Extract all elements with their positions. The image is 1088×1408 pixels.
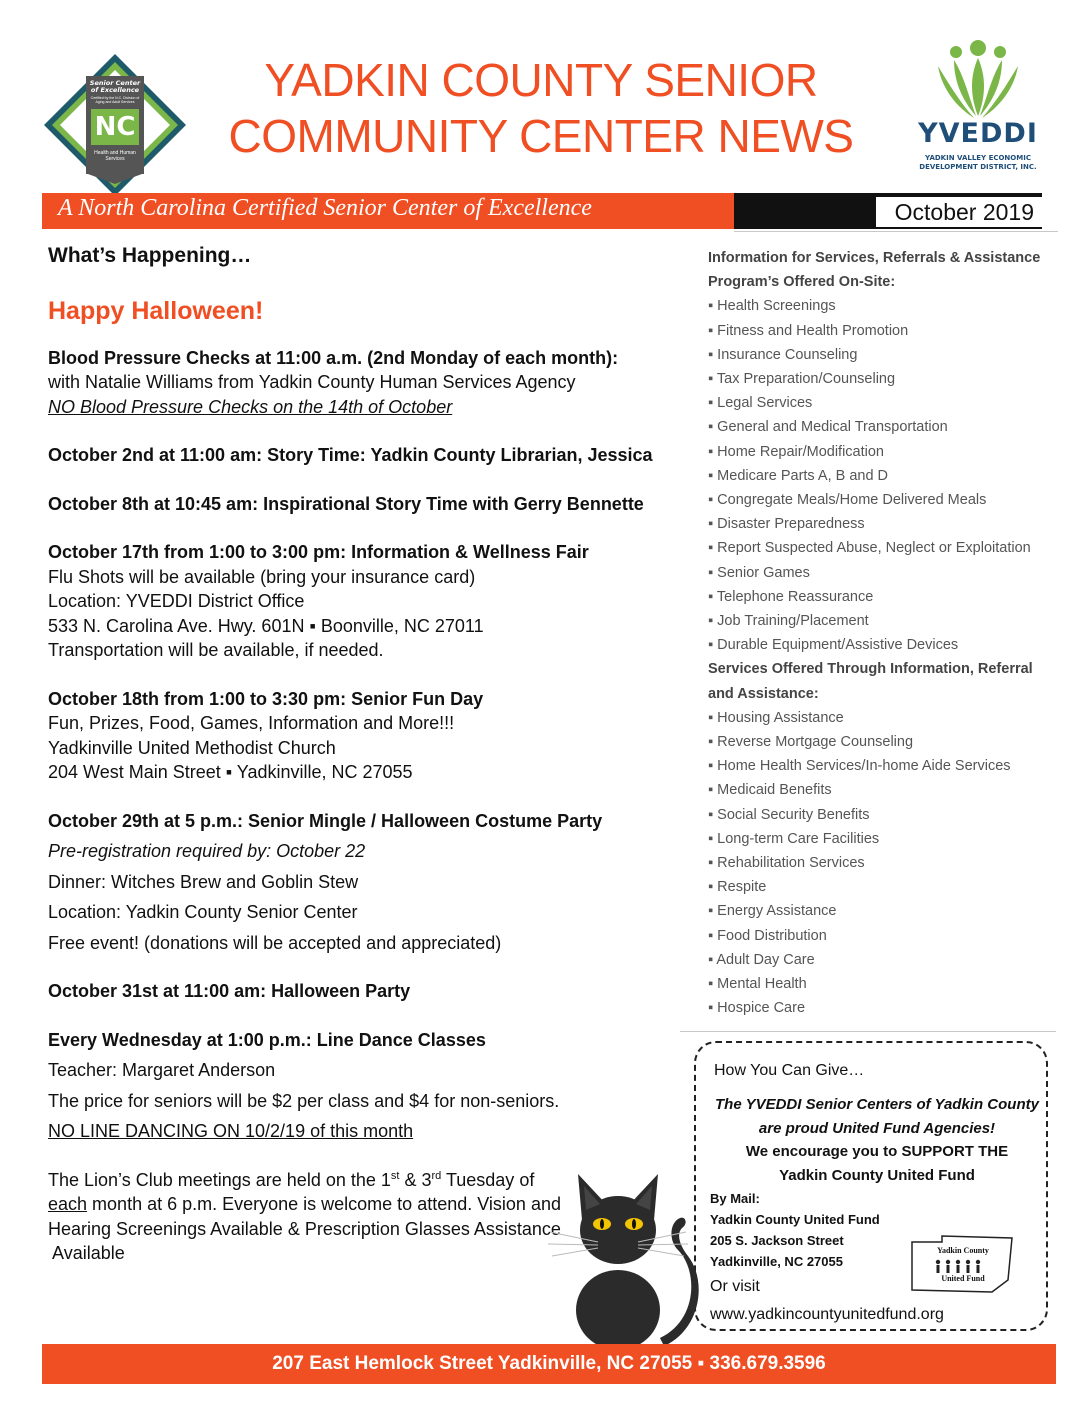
onsite-items [708, 294, 1048, 657]
event-oct17-line: Flu Shots will be available (bring your insurance card) [48, 566, 476, 587]
whats-happening-heading: What’s Happening… [48, 244, 252, 267]
service-item: ▪ Report Suspected Abuse, Neglect or Exploitation [708, 536, 1048, 560]
event-oct18-title: October 18th from 1:00 to 3:30 pm: Senior Fun Day [48, 688, 484, 709]
united-fund-logo [908, 1232, 1014, 1296]
lions-text: The Lion’s Club meetings are held on the 1 [48, 1169, 391, 1190]
referral-heading: Services Offered Through Information, Referral [708, 661, 1033, 678]
bp-detail: with Natalie Williams from Yadkin County Human Services Agency [48, 372, 576, 392]
line-dance-line: Teacher: Margaret Anderson [48, 1060, 276, 1080]
fund-logo-line1: Yadkin County [937, 1246, 989, 1255]
fund-logo-line2: United Fund [941, 1274, 985, 1283]
badge-initials: NC [94, 112, 136, 142]
event-oct29-title: October 29th at 5 p.m.: Senior Mingle / Halloween Costume Party [48, 810, 603, 831]
event-oct29-line: Dinner: Witches Brew and Goblin Stew [48, 871, 359, 892]
line-dance-notice: NO LINE DANCING ON 10/2/19 of this month [48, 1121, 414, 1141]
referral-items [708, 706, 1048, 1021]
lions-text: month at 6 p.m. Everyone is welcome to attend. Vision and [87, 1194, 561, 1214]
footer-address: 207 East Hemlock Street Yadkinville, NC 27055 ▪ 336.679.3596 [272, 1353, 826, 1374]
banner-tagline: A North Carolina Certified Senior Center of Excellence [58, 195, 592, 221]
black-cat-illustration [548, 1170, 708, 1350]
give-mail [710, 1188, 880, 1272]
service-item: ▪ Home Repair/Modification [708, 440, 1048, 464]
line-dance-title: Every Wednesday at 1:00 p.m.: Line Dance Classes [48, 1029, 486, 1050]
service-item: ▪ Telephone Reassurance [708, 585, 1048, 609]
lions-text: & 3 [399, 1169, 432, 1190]
page-title [196, 52, 886, 164]
service-item: ▪ Social Security Benefits [708, 803, 1048, 827]
service-item: ▪ Medicaid Benefits [708, 778, 1048, 802]
service-item: ▪ Adult Day Care [708, 948, 1048, 972]
event-oct31: October 31st at 11:00 am: Halloween Party [48, 981, 411, 1001]
lions-club-line4: Available [48, 1243, 125, 1263]
service-item: ▪ Health Screenings [708, 294, 1048, 318]
event-oct18-line: 204 West Main Street ▪ Yadkinville, NC 27055 [48, 762, 413, 782]
senior-center-excellence-badge [42, 52, 188, 198]
service-item: ▪ Hospice Care [708, 996, 1048, 1020]
give-title: How You Can Give… [714, 1062, 865, 1079]
give-encourage [700, 1140, 1054, 1188]
bp-notice: NO Blood Pressure Checks on the 14th of October [48, 396, 453, 417]
event-oct17-line: Transportation will be available, if needed. [48, 640, 384, 660]
bp-title: Blood Pressure Checks at 11:00 a.m. (2nd Monday of each month): [48, 347, 619, 368]
service-item: ▪ Medicare Parts A, B and D [708, 464, 1048, 488]
logo-subtitle: YADKIN VALLEY ECONOMIC DEVELOPMENT DISTRICT, INC. [919, 154, 1037, 171]
lions-text: Tuesday of [441, 1169, 535, 1190]
service-item: ▪ Congregate Meals/Home Delivered Meals [708, 488, 1048, 512]
badge-line1: Senior Center [89, 79, 141, 87]
line-dance-line: The price for seniors will be $2 per class and $4 for non-seniors. [48, 1090, 560, 1111]
service-item: ▪ Disaster Preparedness [708, 512, 1048, 536]
service-item: ▪ Insurance Counseling [708, 343, 1048, 367]
services-list [708, 246, 1048, 1021]
title-line-2: COMMUNITY CENTER NEWS [228, 110, 854, 162]
give-proud [700, 1093, 1054, 1141]
give-proud-line: are proud United Fund Agencies! [758, 1120, 996, 1137]
mail-label: By Mail: [710, 1191, 760, 1206]
event-oct17-line: 533 N. Carolina Ave. Hwy. 601N ▪ Boonville, NC 27011 [48, 615, 484, 636]
mail-line: Yadkinville, NC 27055 [710, 1254, 843, 1269]
event-oct29-line: Pre-registration required by: October 22 [48, 841, 366, 861]
service-item: ▪ General and Medical Transportation [708, 415, 1048, 439]
service-item: ▪ Tax Preparation/Counseling [708, 367, 1048, 391]
lions-text: each [48, 1194, 88, 1214]
service-item: ▪ Legal Services [708, 391, 1048, 415]
title-line-1: YADKIN COUNTY SENIOR [264, 54, 818, 106]
referral-heading-cont: and Assistance: [708, 685, 819, 702]
banner-rule [734, 231, 1058, 232]
issue-date: October 2019 [894, 199, 1034, 225]
service-item: ▪ Home Health Services/In-home Aide Services [708, 754, 1048, 778]
badge-certified: Certified by the N.C. Division of Aging and Adult Services [90, 96, 140, 104]
service-item: ▪ Fitness and Health Promotion [708, 319, 1048, 343]
lions-sup: rd [431, 1169, 442, 1182]
service-item: ▪ Respite [708, 875, 1048, 899]
badge-dept: Health and Human Services [94, 150, 136, 162]
event-oct17-line: Location: YVEDDI District Office [48, 591, 305, 611]
give-encourage-line: Yadkin County United Fund [779, 1167, 975, 1184]
give-proud-line: The YVEDDI Senior Centers of Yadkin County [715, 1096, 1039, 1113]
service-item: ▪ Long-term Care Facilities [708, 827, 1048, 851]
give-encourage-line: We encourage you to SUPPORT THE [745, 1143, 1009, 1160]
service-item: ▪ Energy Assistance [708, 899, 1048, 923]
event-oct29-line: Free event! (donations will be accepted and appreciated) [48, 932, 502, 953]
mail-line: 205 S. Jackson Street [710, 1233, 844, 1248]
onsite-heading: Program’s Offered On-Site: [708, 274, 896, 291]
event-oct8: October 8th at 10:45 am: Inspirational Story Time with Gerry Bennette [48, 493, 644, 514]
mail-line: Yadkin County United Fund [710, 1212, 880, 1227]
service-item: ▪ Durable Equipment/Assistive Devices [708, 633, 1048, 657]
lions-club-line3: Hearing Screenings Available & Prescription Glasses Assistance [48, 1218, 561, 1239]
event-oct29-line: Location: Yadkin County Senior Center [48, 902, 358, 922]
event-oct2: October 2nd at 11:00 am: Story Time: Yadkin County Librarian, Jessica [48, 445, 653, 465]
service-item: ▪ Food Distribution [708, 924, 1048, 948]
service-item: ▪ Housing Assistance [708, 706, 1048, 730]
lions-sup: st [390, 1169, 400, 1182]
events-column [48, 244, 668, 1266]
yveddi-logo [908, 36, 1048, 176]
logo-name: YVEDDI [918, 118, 1038, 149]
service-item: ▪ Senior Games [708, 561, 1048, 585]
event-oct18-line: Yadkinville United Methodist Church [48, 737, 336, 758]
event-oct18-line: Fun, Prizes, Food, Games, Information and More!!! [48, 713, 455, 733]
services-heading: Information for Services, Referrals & Assistance [708, 250, 1041, 266]
fund-url-link[interactable]: www.yadkincountyunitedfund.org [710, 1306, 944, 1323]
service-item: ▪ Reverse Mortgage Counseling [708, 730, 1048, 754]
service-item: ▪ Job Training/Placement [708, 609, 1048, 633]
service-item: ▪ Mental Health [708, 972, 1048, 996]
or-visit: Or visit [710, 1278, 760, 1295]
event-oct17-title: October 17th from 1:00 to 3:00 pm: Information & Wellness Fair [48, 542, 589, 562]
badge-line2: of Excellence [90, 86, 140, 94]
happy-halloween-heading: Happy Halloween! [48, 296, 264, 325]
services-rule [680, 1031, 1056, 1032]
service-item: ▪ Rehabilitation Services [708, 851, 1048, 875]
